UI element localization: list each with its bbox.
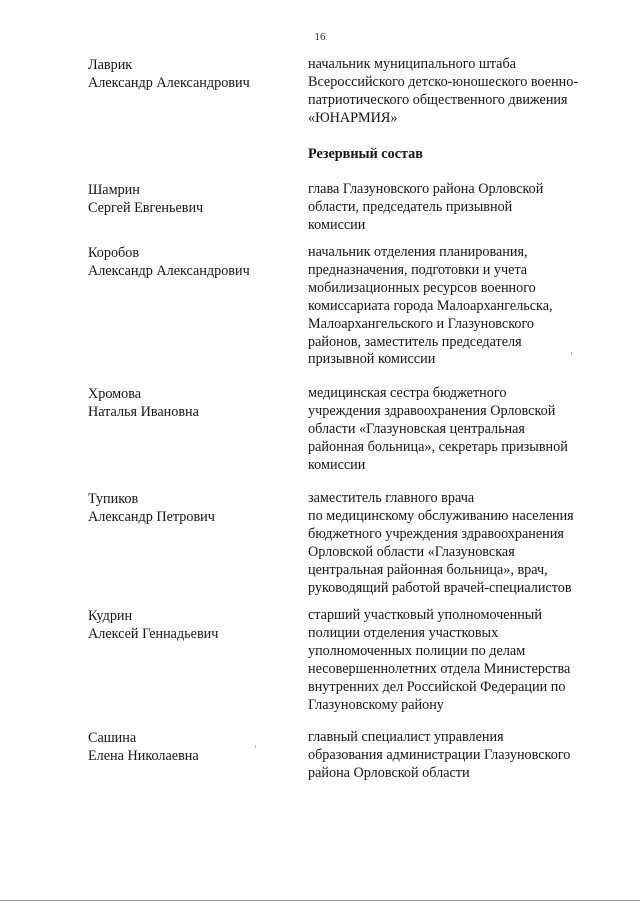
- role-line: предназначения, подготовки и учета: [308, 261, 528, 278]
- member-given-names: Наталья Ивановна: [88, 404, 199, 420]
- scan-mark: [255, 745, 256, 748]
- role-line: области, председатель призывной: [308, 198, 513, 215]
- role-line: района Орловской области: [308, 764, 470, 781]
- member-role: [308, 490, 608, 597]
- member-surname: Лаврик: [88, 57, 133, 73]
- role-line: районов, заместитель председателя: [308, 333, 522, 350]
- role-line: мобилизационных ресурсов военного: [308, 279, 536, 296]
- member-given-names: Александр Петрович: [88, 509, 215, 525]
- role-line: Всероссийского детско-юношеского военно-: [308, 73, 579, 90]
- role-line: полиции отделения участковых: [308, 624, 499, 641]
- role-line: комиссии: [308, 456, 366, 473]
- role-line: руководящий работой врачей-специалистов: [308, 579, 572, 596]
- role-line: бюджетного учреждения здравоохранения: [308, 525, 564, 542]
- member-role: [308, 729, 608, 783]
- member-role: [308, 607, 608, 714]
- member-name: [88, 385, 288, 421]
- role-line: комиссариата города Малоархангельска,: [308, 297, 553, 314]
- role-line: по медицинскому обслуживанию населения: [308, 507, 574, 524]
- member-name: [88, 56, 288, 92]
- member-surname: Шамрин: [88, 182, 140, 198]
- member-name: [88, 244, 288, 280]
- member-role: [308, 385, 608, 475]
- member-given-names: Елена Николаевна: [88, 748, 199, 764]
- role-line: Малоархангельского и Глазуновского: [308, 315, 535, 332]
- role-line: «ЮНАРМИЯ»: [308, 109, 398, 126]
- role-line: области «Глазуновская центральная: [308, 420, 525, 437]
- role-line: Орловской области «Глазуновская: [308, 543, 515, 560]
- role-line: начальник муниципального штаба: [308, 56, 516, 72]
- member-name: [88, 607, 288, 643]
- role-line: глава Глазуновского района Орловской: [308, 181, 544, 197]
- scan-edge-line: [0, 900, 640, 901]
- member-role: [308, 244, 608, 369]
- page-number: 16: [314, 31, 326, 43]
- role-line: центральная районная больница», врач,: [308, 561, 548, 578]
- member-given-names: Алексей Геннадьевич: [88, 626, 219, 642]
- member-surname: Тупиков: [88, 491, 139, 507]
- role-line: главный специалист управления: [308, 729, 504, 745]
- reserve-section-heading: Резервный состав: [308, 146, 423, 162]
- role-line: заместитель главного врача: [308, 490, 475, 506]
- member-given-names: Александр Александрович: [88, 75, 250, 91]
- member-name: [88, 181, 288, 217]
- role-line: несовершеннолетних отдела Министерства: [308, 660, 571, 677]
- role-line: районная больница», секретарь призывной: [308, 438, 568, 455]
- role-line: патриотического общественного движения: [308, 91, 568, 108]
- member-surname: Сашина: [88, 730, 137, 746]
- member-role: [308, 181, 608, 235]
- scan-mark: [571, 352, 572, 355]
- member-role: [308, 56, 608, 128]
- role-line: медицинская сестра бюджетного: [308, 385, 507, 401]
- role-line: внутренних дел Российской Федерации по: [308, 678, 566, 695]
- role-line: комиссии: [308, 216, 366, 233]
- member-given-names: Сергей Евгеньевич: [88, 200, 204, 216]
- member-surname: Хромова: [88, 386, 142, 402]
- member-name: [88, 490, 288, 526]
- role-line: образования администрации Глазуновского: [308, 746, 571, 763]
- role-line: уполномоченных полиции по делам: [308, 642, 526, 659]
- role-line: учреждения здравоохранения Орловской: [308, 402, 556, 419]
- member-name: [88, 729, 288, 765]
- role-line: призывной комиссии: [308, 351, 436, 368]
- member-surname: Кудрин: [88, 608, 133, 624]
- member-given-names: Александр Александрович: [88, 263, 250, 279]
- member-surname: Коробов: [88, 245, 140, 261]
- role-line: начальник отделения планирования,: [308, 244, 528, 260]
- role-line: Глазуновскому району: [308, 696, 444, 713]
- role-line: старший участковый уполномоченный: [308, 607, 542, 623]
